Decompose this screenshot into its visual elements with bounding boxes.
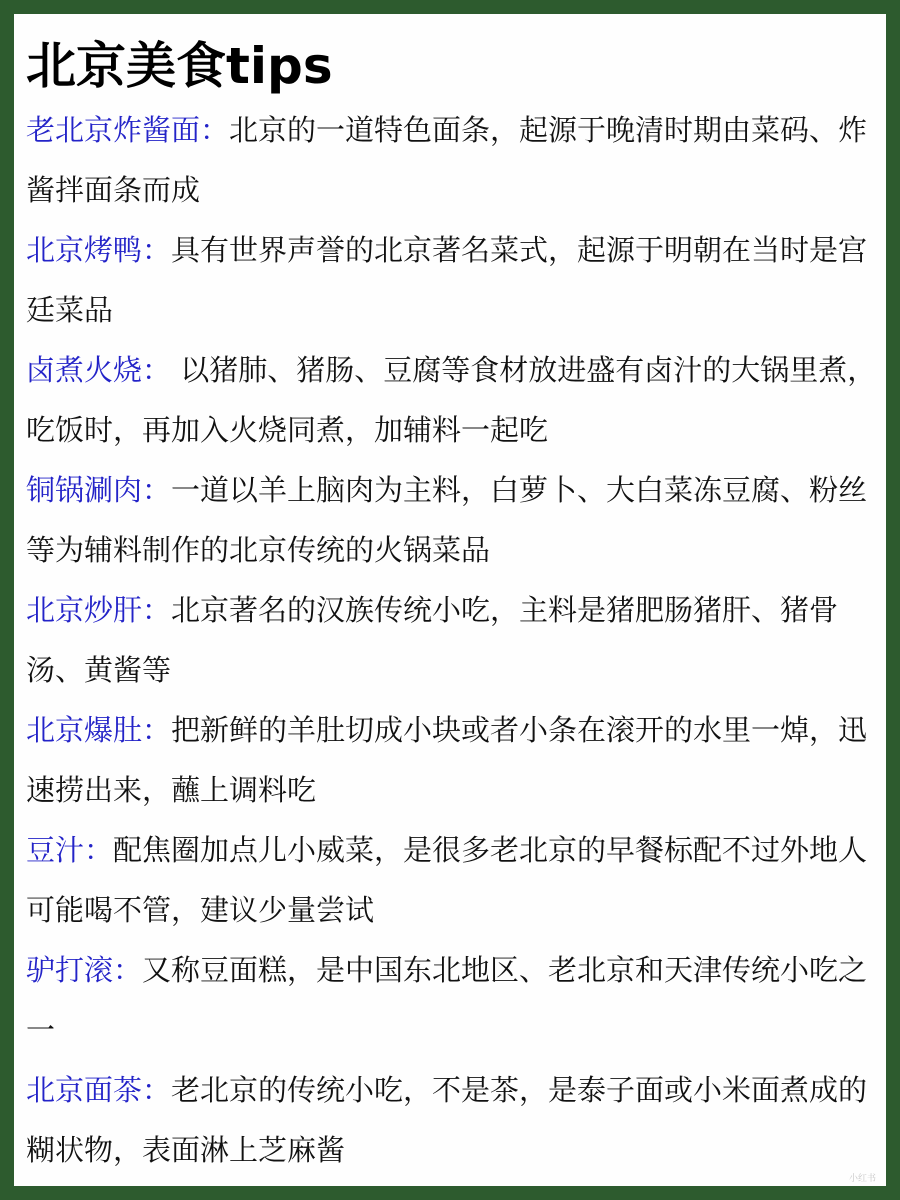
food-description: 老北京的传统小吃，不是茶，是泰子面或小米面煮成的糊状物，表面淋上芝麻酱 <box>26 1073 868 1167</box>
list-item <box>26 100 878 220</box>
food-description: 配焦圈加点儿小威菜，是很多老北京的早餐标配不过外地人可能喝不管，建议少量尝试 <box>26 833 868 927</box>
food-name: 卤煮火烧： <box>26 353 172 387</box>
food-name: 北京烤鸭： <box>26 233 172 267</box>
list-item <box>26 940 878 1060</box>
food-name: 豆汁： <box>26 833 114 867</box>
list-item <box>26 460 878 580</box>
list-item <box>26 220 878 340</box>
food-description: 以猪肺、猪肠、豆腐等食材放进盛有卤汁的大锅里煮，吃饭时，再加入火烧同煮，加辅料一起吃 <box>26 353 877 447</box>
food-name: 北京炒肝： <box>26 593 172 627</box>
food-description: 北京著名的汉族传统小吃，主料是猪肥肠猪肝、猪骨汤、黄酱等 <box>26 593 839 687</box>
page-title: 北京美食tips <box>26 37 333 95</box>
list-item <box>26 580 878 700</box>
list-item <box>26 340 878 460</box>
food-name: 老北京炸酱面： <box>26 113 230 147</box>
food-description: 一道以羊上脑肉为主料，白萝卜、大白菜冻豆腐、粉丝等为辅料制作的北京传统的火锅菜品 <box>26 473 868 567</box>
list-item <box>26 1060 878 1180</box>
food-description: 把新鲜的羊肚切成小块或者小条在滚开的水里一焯，迅速捞出来，蘸上调料吃 <box>26 713 868 807</box>
food-name: 驴打滚： <box>26 953 143 987</box>
list-item <box>26 700 878 820</box>
content-card <box>14 14 886 1186</box>
food-description: 北京的一道特色面条，起源于晚清时期由菜码、炸酱拌面条而成 <box>26 113 868 207</box>
food-name: 北京面茶： <box>26 1073 172 1107</box>
food-name: 铜锅涮肉： <box>26 473 172 507</box>
food-description: 具有世界声誉的北京著名菜式，起源于明朝在当时是宫廷菜品 <box>26 233 868 327</box>
watermark: 小红书 <box>848 1174 876 1184</box>
food-name: 北京爆肚： <box>26 713 172 747</box>
food-description: 又称豆面糕，是中国东北地区、老北京和天津传统小吃之一 <box>26 953 868 1047</box>
list-item <box>26 820 878 940</box>
food-list <box>26 100 878 1180</box>
